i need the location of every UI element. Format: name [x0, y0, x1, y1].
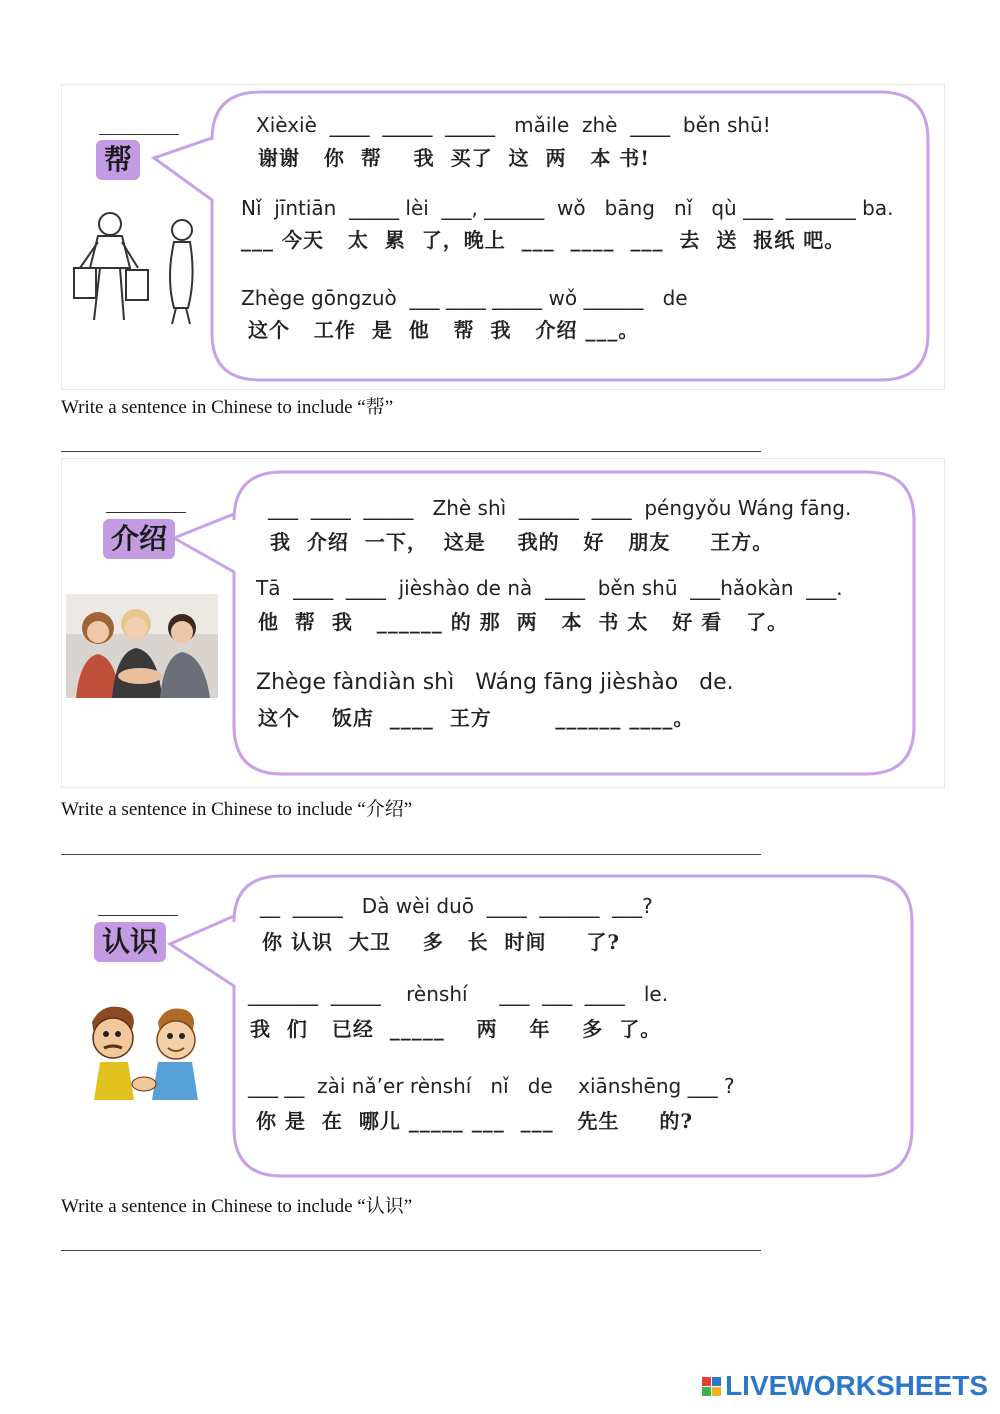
handshake-photo: [66, 594, 218, 698]
two-people-illustration: [70, 208, 206, 328]
word-label-3: 认识: [94, 922, 166, 962]
liveworksheets-logo-icon: [702, 1377, 721, 1396]
hanzi-line: 你 认识 大卫 多 长 时间 了?: [262, 930, 621, 954]
word-label-2: 介绍: [103, 519, 175, 559]
hanzi-line: 你 是 在 哪儿 _____ ___ ___ 先生 的?: [256, 1109, 694, 1133]
word-blank-line[interactable]: [98, 915, 178, 916]
pinyin-line: Zhège gōngzuò ___ ____ _____ wǒ ______ de: [241, 286, 688, 310]
pinyin-line: ___ __ zài nǎ’er rènshí nǐ de xiānshēng ___ ?: [248, 1074, 735, 1098]
answer-line[interactable]: [61, 1250, 761, 1251]
pinyin-line: Xièxiè ____ _____ _____ mǎile zhè ____ běn shū!: [256, 113, 771, 137]
hanzi-line: ___ 今天 太 累 了，晚上 ___ ____ ___ 去 送 报纸 吧。: [241, 228, 846, 252]
pinyin-line: Tā ____ ____ jièshào de nà ____ běn shū ___hǎokàn ___.: [256, 576, 843, 600]
pinyin-line: Nǐ jīntiān _____ lèi ___, ______ wǒ bāng nǐ qù ___ _______ ba.: [241, 196, 894, 220]
writing-prompt: Write a sentence in Chinese to include “认识”: [61, 1196, 413, 1217]
liveworksheets-brand[interactable]: [702, 1370, 988, 1402]
hanzi-line: 这个 饭店 ____ 王方 ______ ____。: [258, 706, 695, 730]
word-blank-line[interactable]: [106, 512, 186, 513]
cartoon-handshake-illustration: [80, 1000, 204, 1100]
hanzi-line: 谢谢 你 帮 我 买了 这 两 本 书!: [258, 146, 651, 170]
hanzi-line: 我 们 已经 _____ 两 年 多 了。: [250, 1017, 662, 1041]
hanzi-line: 这个 工作 是 他 帮 我 介绍 ___。: [248, 318, 640, 342]
writing-prompt: Write a sentence in Chinese to include “帮”: [61, 397, 394, 418]
writing-prompt: Write a sentence in Chinese to include “介绍”: [61, 799, 413, 820]
word-blank-line[interactable]: [99, 134, 179, 135]
brand-text: LIVEWORKSHEETS: [725, 1370, 988, 1401]
word-label-1: 帮: [96, 140, 140, 180]
hanzi-line: 他 帮 我 ______ 的 那 两 本 书 太 好 看 了。: [258, 610, 789, 634]
pinyin-line: _______ _____ rènshí ___ ___ ____ le.: [248, 982, 669, 1006]
hanzi-line: 我 介绍 一下， 这是 我的 好 朋友 王方。: [270, 530, 774, 554]
answer-line[interactable]: [61, 854, 761, 855]
answer-line[interactable]: [61, 451, 761, 452]
pinyin-line: Zhège fàndiàn shì Wáng fāng jièshào de.: [256, 670, 734, 695]
pinyin-line: ___ ____ _____ Zhè shì ______ ____ péngyǒu Wáng fāng.: [268, 496, 852, 520]
pinyin-line: __ _____ Dà wèi duō ____ ______ ___?: [260, 894, 653, 918]
